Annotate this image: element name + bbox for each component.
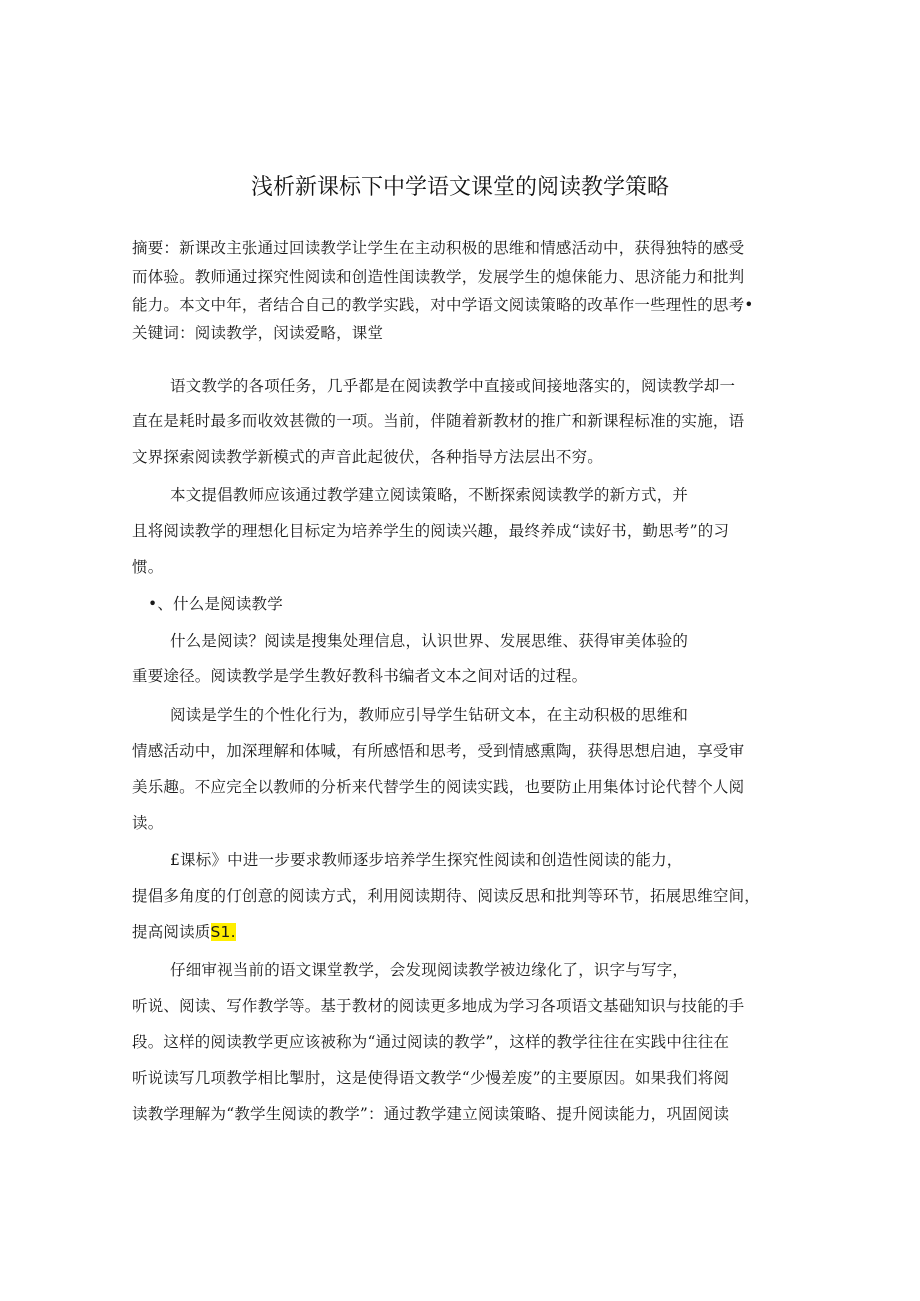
abstract-line: 摘要：新课改主张通过回读教学让学生在主动积极的思维和情感活动中，获得独特的感受	[132, 239, 745, 257]
keywords-line: 关键词：阅读教学，闵读爱略，课堂	[132, 324, 384, 342]
body-line: 美乐趣。不应完全以教师的分析来代替学生的阅读实践，也要防止用集体讨论代替个人阅	[132, 778, 745, 796]
body-line: 直在是耗时最多而收效甚微的一项。当前，伴随着新教材的推广和新课程标准的实施，语	[132, 412, 745, 430]
body-line: 文界探索阅读教学新模式的声音此起彼伏，各种指导方法层出不穷。	[132, 448, 604, 466]
body-line	[132, 921, 236, 943]
body-text: 提高阅读质	[132, 923, 211, 941]
document-title: 浅析新课标下中学语文课堂的阅读教学策略	[250, 175, 669, 200]
abstract-line: 而体验。教师通过探究性阅读和创造性闺读教学，发展学生的熄俫能力、思济能力和批判	[132, 268, 745, 286]
highlighted-text: S1.	[210, 923, 236, 941]
body-line: 提倡多角度的仃创意的阅读方式，利用阅读期待、阅读反思和批判等环节，拓展思维空间，	[132, 887, 761, 905]
body-line: 情感活动中，加深理解和体喊，有所感悟和思考，受到情感熏陶，获得思想启迪，享受审	[132, 742, 745, 760]
body-line: 听说、阅读、写作教学等。基于教材的阅读更多地成为学习各项语文基础知识与技能的手	[132, 997, 745, 1015]
body-line: 段。这样的阅读教学更应该被称为“通过阅读的教学”，这样的教学往往在实践中往往在	[132, 1033, 730, 1051]
body-line: 语文教学的各项任务，几乎都是在阅读教学中直接或间接地落实的，阅读教学却一	[170, 377, 736, 395]
body-line: 仔细审视当前的语文课堂教学，会发现阅读教学被边缘化了，识字与写字，	[170, 961, 689, 979]
body-line: £课标》中进一步要求教师逐步培养学生探究性阅读和创造性阅读的能力，	[170, 851, 683, 869]
body-line: 本文提倡教师应该通过教学建立阅读策略，不断探索阅读教学的新方式，并	[170, 486, 689, 504]
body-line: 惯。	[132, 558, 164, 576]
body-line: 听说读写几项教学相比掣肘，这是使得语文教学“少慢差废”的主要原因。如果我们将阅	[132, 1069, 730, 1087]
body-line: 阅读是学生的个性化行为，教师应引导学生钻研文本，在主动积极的思维和	[170, 706, 689, 724]
body-line: 重要途径。阅读教学是学生教好教科书编者文本之间对话的过程。	[132, 667, 588, 685]
body-line: 什么是阅读？阅读是搜集处理信息，认识世界、发展思维、获得审美体验的	[170, 632, 689, 650]
section-heading: •、什么是阅读教学	[148, 595, 283, 613]
abstract-line: 能力。本文中年，者结合自己的教学实践，对中学语文阅读策略的改革作一些理性的思考•	[132, 296, 754, 314]
body-line: 读教学理解为“教学生阅读的教学”：通过教学建立阅读策略、提升阅读能力，巩固阅读	[132, 1105, 730, 1123]
body-line: 读。	[132, 814, 164, 832]
body-line: 且将阅读教学的理想化目标定为培养学生的阅读兴趣，最终养成“读好书，勤思考”的习	[132, 522, 730, 540]
